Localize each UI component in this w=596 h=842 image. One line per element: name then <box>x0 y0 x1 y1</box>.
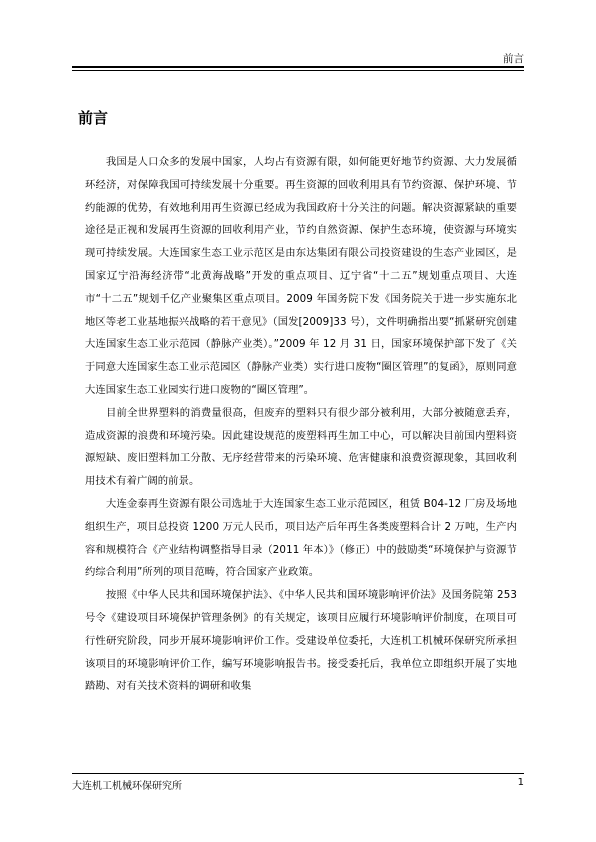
header-divider-thin <box>72 70 524 71</box>
body-text <box>85 151 517 698</box>
page-number: 1 <box>517 777 524 788</box>
paragraph-3: 大连金泰再生资源有限公司选址于大连国家生态工业示范园区，租赁 B04-12 厂房及场地组织生产，项目总投资 1200 万元人民币，项目达产后年再生各类废塑料合计 2 万吨，生产内容和规模符合《产业结构调整指导目录（2011 年本）》（修正）中的鼓励类“环境保护与资源节约综合利用”所列的项目范畴，符合国家产业政策。 <box>85 497 517 579</box>
paragraph-1: 我国是人口众多的发展中国家，人均占有资源有限，如何能更好地节约资源、大力发展循环经济，对保障我国可持续发展十分重要。再生资源的回收利用具有节约资源、保护环境、节约能源的优势，有效地利用再生资源已经成为我国政府十分关注的问题。解决资源紧缺的重要途径是正视和发展再生资源的回收利用产业，节约自然资源、保护生态环境，使资源与环境实现可持续发展。大连国家生态工业示范区是由东达集团有限公司投资建设的生态产业园区，是国家辽宁沿海经济带“北黄海战略”开发的重点项目、辽宁省“十二五”规划重点项目、大连市“十二五”规划千亿产业聚集区重点项目。2009 年国务院下发《国务院关于进一步实施东北地区等老工业基地振兴战略的若干意见》（国发[2009]33 号），文件明确指出要“抓紧研究创建大连国家生态工业示范园（静脉产业类）。”2009 年 12 月 31 日，国家环境保护部下发了《关于同意大连国家生态工业示范园区（静脉产业类）实行进口废物“圈区管理”的复函》，原则同意大连国家生态工业园实行进口废物的“圈区管理”。 <box>85 156 517 396</box>
paragraph-2: 目前全世界塑料的消费量很高，但废弃的塑料只有很少部分被利用，大部分被随意丢弃，造成资源的浪费和环境污染。因此建设规范的废塑料再生加工中心，可以解决目前国内塑料资源短缺、废旧塑料加工分散、无序经营带来的污染环境、危害健康和浪费资源现象，其回收利用技术有着广阔的前景。 <box>85 406 517 488</box>
footer-divider <box>72 773 524 774</box>
header-divider <box>72 66 524 68</box>
section-heading: 前言 <box>78 109 109 127</box>
running-header-title: 前言 <box>503 53 524 65</box>
paragraph-4: 按照《中华人民共和国环境保护法》、《中华人民共和国环境影响评价法》及国务院第 253 号令《建设项目环境保护管理条例》的有关规定，该项目应履行环境影响评价制度，在项目可行性研究阶段，同步开展环境影响评价工作。受建设单位委托，大连机工机械环保研究所承担该项目的环境影响评价工作，编写环境影响报告书。接受委托后，我单位立即组织开展了实地踏勘、对有关技术资料的调研和收集 <box>85 589 517 693</box>
footer-organization: 大连机工机械环保研究所 <box>72 781 182 792</box>
